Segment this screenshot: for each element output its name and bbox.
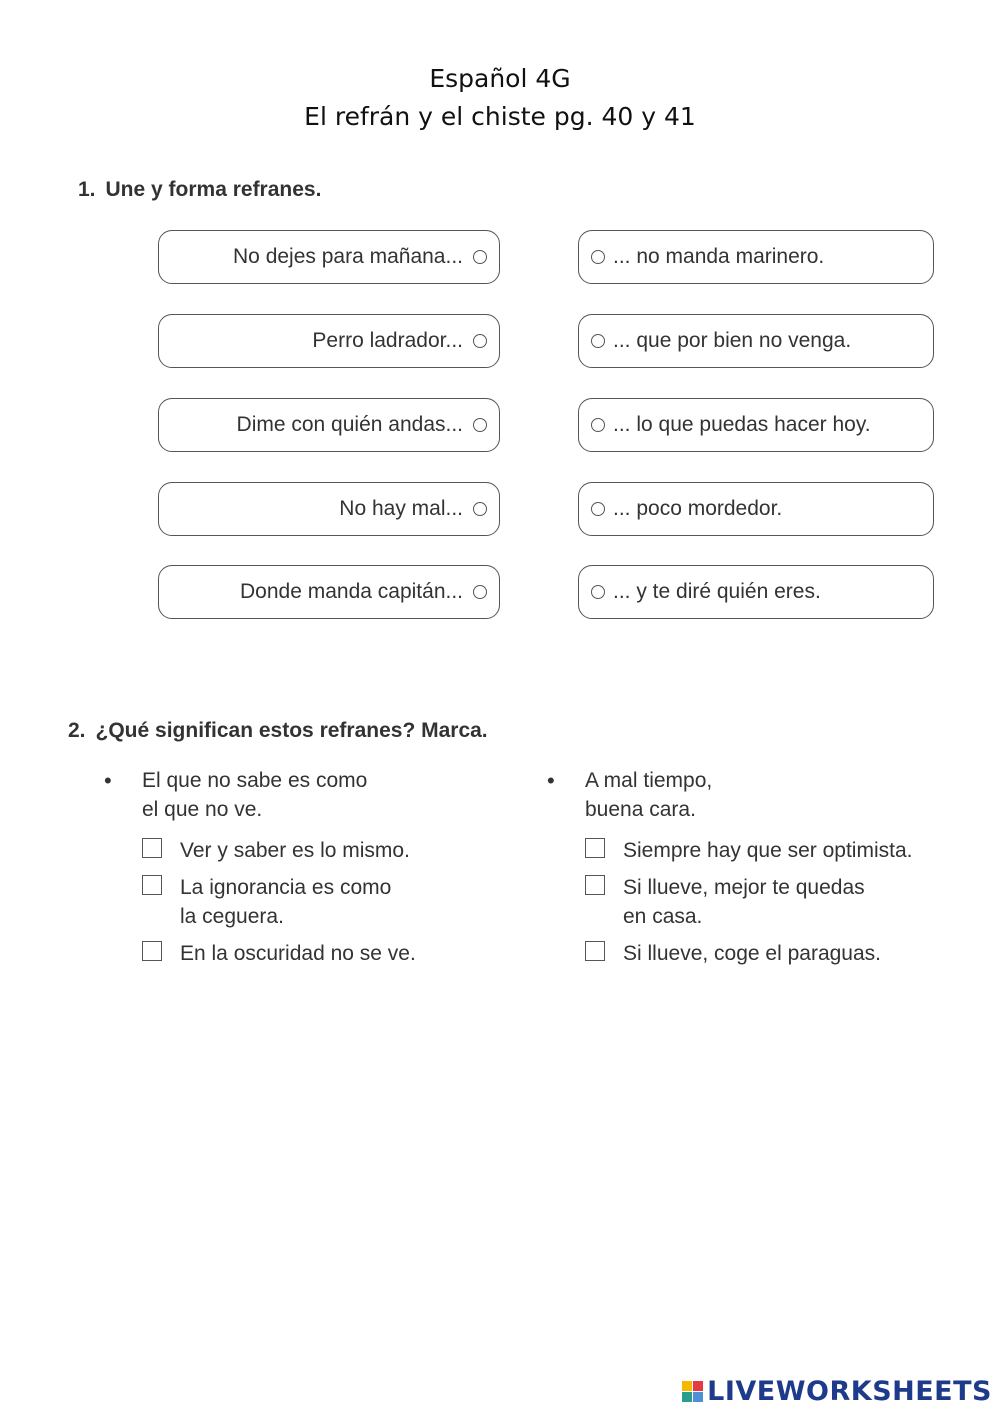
- proverb-2: [547, 766, 967, 824]
- proverb-2-line-2: buena cara.: [585, 798, 696, 821]
- connector-dot-icon[interactable]: [473, 334, 487, 348]
- logo-text: LIVEWORKSHEETS: [707, 1376, 992, 1407]
- option-text: Siempre hay que ser optimista.: [623, 839, 913, 862]
- connector-dot-icon[interactable]: [473, 250, 487, 264]
- left-phrase-text: Donde manda capitán...: [240, 580, 463, 603]
- option-text: En la oscuridad no se ve.: [180, 942, 416, 965]
- bullet-icon: •: [547, 768, 555, 793]
- connector-dot-icon[interactable]: [473, 502, 487, 516]
- option-checkbox-row[interactable]: [585, 873, 967, 931]
- left-phrase-text: No hay mal...: [339, 497, 463, 520]
- option-checkbox-row[interactable]: [142, 939, 484, 968]
- right-phrase-text: ... lo que puedas hacer hoy.: [613, 413, 871, 436]
- logo-mark-icon: [682, 1381, 703, 1402]
- right-phrase-4[interactable]: [578, 482, 934, 536]
- option-checkbox-row[interactable]: [585, 939, 967, 968]
- left-phrase-3[interactable]: [158, 398, 500, 452]
- question-2-text: ¿Qué significan estos refranes? Marca.: [95, 719, 488, 742]
- logo-square: [693, 1381, 703, 1391]
- checkbox-icon[interactable]: [142, 875, 162, 895]
- left-phrase-1[interactable]: [158, 230, 500, 284]
- worksheet-header: [0, 60, 1000, 136]
- left-phrase-text: Perro ladrador...: [312, 329, 463, 352]
- left-phrase-4[interactable]: [158, 482, 500, 536]
- left-phrase-text: No dejes para mañana...: [233, 245, 463, 268]
- option-checkbox-row[interactable]: [142, 873, 484, 931]
- checkbox-icon[interactable]: [585, 838, 605, 858]
- right-phrase-text: ... poco mordedor.: [613, 497, 783, 520]
- logo-square: [682, 1381, 692, 1391]
- checkbox-icon[interactable]: [142, 838, 162, 858]
- right-phrase-text: ... y te diré quién eres.: [613, 580, 821, 603]
- left-phrase-text: Dime con quién andas...: [236, 413, 463, 436]
- right-phrase-text: ... que por bien no venga.: [613, 329, 852, 352]
- logo-square: [693, 1392, 703, 1402]
- option-text-line-2: en casa.: [623, 905, 703, 928]
- left-phrase-5[interactable]: [158, 565, 500, 619]
- right-phrase-5[interactable]: [578, 565, 934, 619]
- connector-dot-icon[interactable]: [591, 334, 605, 348]
- question-2-number: 2.: [68, 719, 86, 742]
- bullet-icon: •: [104, 768, 112, 793]
- option-checkbox-row[interactable]: [142, 836, 484, 865]
- option-text: Si llueve, coge el paraguas.: [623, 942, 881, 965]
- checkbox-icon[interactable]: [142, 941, 162, 961]
- worksheet-title: Español 4G: [429, 64, 571, 93]
- right-phrase-2[interactable]: [578, 314, 934, 368]
- logo-square: [682, 1392, 692, 1402]
- proverb-column-2: [547, 766, 967, 968]
- connector-dot-icon[interactable]: [473, 585, 487, 599]
- connector-dot-icon[interactable]: [591, 250, 605, 264]
- option-checkbox-row[interactable]: [585, 836, 967, 865]
- question-1-text: Une y forma refranes.: [105, 178, 322, 201]
- right-phrase-text: ... no manda marinero.: [613, 245, 825, 268]
- connector-dot-icon[interactable]: [591, 585, 605, 599]
- proverb-2-line-1: A mal tiempo,: [585, 769, 713, 792]
- option-text-line-1: Si llueve, mejor te quedas: [623, 876, 865, 899]
- connector-dot-icon[interactable]: [591, 418, 605, 432]
- question-1-number: 1.: [78, 178, 96, 201]
- option-text-line-2: la ceguera.: [180, 905, 284, 928]
- proverb-1-line-1: El que no sabe es como: [142, 769, 368, 792]
- worksheet-subtitle: El refrán y el chiste pg. 40 y 41: [304, 102, 696, 131]
- liveworksheets-logo: [682, 1376, 992, 1407]
- proverb-column-1: [104, 766, 484, 968]
- checkbox-icon[interactable]: [585, 941, 605, 961]
- checkbox-icon[interactable]: [585, 875, 605, 895]
- connector-dot-icon[interactable]: [473, 418, 487, 432]
- question-1-title: [78, 178, 321, 202]
- proverb-1-line-2: el que no ve.: [142, 798, 263, 821]
- option-text: Ver y saber es lo mismo.: [180, 839, 410, 862]
- connector-dot-icon[interactable]: [591, 502, 605, 516]
- option-text-line-1: La ignorancia es como: [180, 876, 392, 899]
- left-phrase-2[interactable]: [158, 314, 500, 368]
- question-2-title: [68, 719, 488, 743]
- proverb-1: [104, 766, 484, 824]
- proverb-2-options: [585, 836, 967, 968]
- right-phrase-3[interactable]: [578, 398, 934, 452]
- right-phrase-1[interactable]: [578, 230, 934, 284]
- proverb-1-options: [142, 836, 484, 968]
